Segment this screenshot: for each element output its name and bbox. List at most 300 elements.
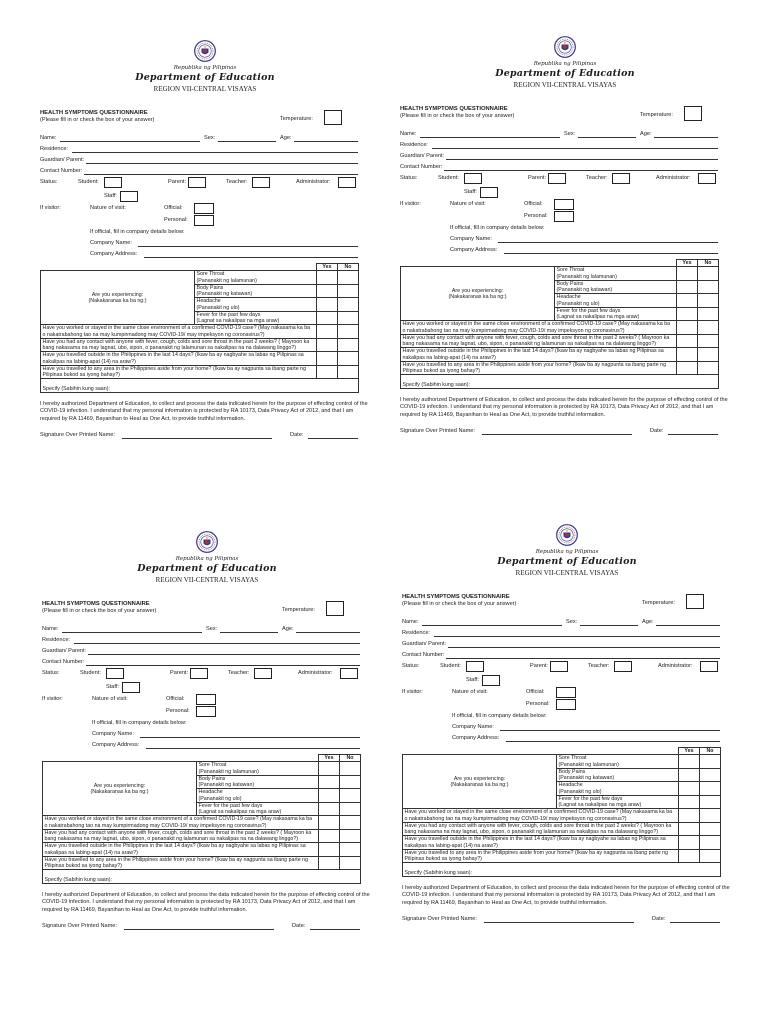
contact-field[interactable]	[446, 658, 720, 659]
if-visitor-label: If visitor:	[40, 205, 61, 211]
symptom-en: Headache	[196, 298, 221, 305]
teacher-label: Teacher:	[586, 175, 608, 181]
parent-checkbox[interactable]	[548, 173, 566, 184]
symptom-tl: (Pananakit ng ulo)	[196, 304, 240, 311]
personal-label: Personal:	[166, 708, 190, 714]
yes-checkbox[interactable]	[679, 849, 700, 863]
staff-label: Staff:	[104, 193, 117, 199]
student-label: Student:	[78, 179, 99, 185]
symptom-en: Sore Throat	[196, 271, 225, 278]
parent-label: Parent:	[170, 670, 189, 676]
symptom-en: Headache	[556, 294, 581, 301]
questionnaire-title: HEALTH SYMPTOMS QUESTIONNAIRE	[40, 110, 148, 116]
experiencing-sub: (Nakakaranas ka ba ng:)	[88, 297, 147, 304]
age-field[interactable]	[656, 625, 720, 626]
guardian-label: Guardian/ Parent:	[402, 641, 447, 647]
specify-cell[interactable]	[43, 870, 361, 884]
experiencing-cell	[43, 762, 197, 816]
symptom-cell	[557, 755, 679, 769]
status-label: Status:	[40, 179, 58, 185]
yes-checkbox[interactable]	[677, 334, 698, 348]
symptom-en: Headache	[198, 789, 223, 796]
guardian-field[interactable]	[88, 654, 360, 655]
date-field[interactable]	[670, 922, 720, 923]
symptom-en: Body Pains	[198, 775, 226, 782]
sex-field[interactable]	[220, 632, 278, 633]
yes-checkbox[interactable]	[317, 352, 338, 366]
personal-checkbox[interactable]	[556, 699, 576, 710]
symptoms-table	[402, 747, 721, 877]
staff-label: Staff:	[106, 684, 119, 690]
company-address-field[interactable]	[504, 253, 718, 254]
health-questionnaire-form	[402, 524, 732, 925]
yes-checkbox[interactable]	[317, 338, 338, 352]
question-cell: Have you travelled to any area in the Philippines aside from your home? (Ikaw ba ay nagpunta sa ibang parte ng Pilipinas bukod sa iyong bahay?)	[43, 856, 319, 870]
guardian-field[interactable]	[448, 647, 720, 648]
yes-checkbox[interactable]	[677, 348, 698, 362]
yes-checkbox[interactable]	[319, 829, 340, 843]
specify-cell[interactable]	[403, 863, 721, 877]
personal-label: Personal:	[524, 213, 548, 219]
yes-checkbox[interactable]	[679, 836, 700, 850]
symptom-cell	[555, 280, 677, 294]
question-cell: Have you travelled outside in the Philippines in the last 14 days? (Ikaw ba ay nagbyahe sa labas ng Pilipinas sa nakalipas na labing-apat (14) na araw?)	[401, 348, 677, 362]
date-field[interactable]	[310, 929, 360, 930]
parent-label: Parent:	[528, 175, 547, 181]
yes-checkbox[interactable]	[679, 795, 700, 809]
yes-checkbox[interactable]	[677, 267, 698, 281]
company-name-label: Company Name:	[452, 724, 494, 730]
symptom-tl: (Pananakit ng lalamunan)	[196, 277, 257, 284]
region-text: REGION VII-CENTRAL VISAYAS	[155, 576, 259, 584]
nature-of-visit-label: Nature of visit:	[92, 696, 128, 702]
questionnaire-title: HEALTH SYMPTOMS QUESTIONNAIRE	[400, 106, 508, 112]
symptom-tl: (Pananakit ng lalamunan)	[198, 768, 259, 775]
residence-label: Residence:	[42, 637, 70, 643]
guardian-field[interactable]	[446, 159, 718, 160]
name-label: Name:	[42, 626, 59, 632]
residence-field[interactable]	[434, 636, 720, 637]
symptom-tl: (Pananakit ng katawan)	[558, 775, 615, 781]
yes-checkbox[interactable]	[319, 816, 340, 830]
symptom-en: Body Pains	[558, 768, 586, 775]
symptom-en: Sore Throat	[558, 755, 587, 762]
status-label: Status:	[402, 663, 420, 669]
name-field[interactable]	[422, 625, 562, 626]
student-checkbox[interactable]	[106, 668, 124, 679]
symptom-cell	[557, 768, 679, 782]
no-header: No	[340, 755, 361, 762]
company-name-label: Company Name:	[92, 731, 134, 737]
no-checkbox[interactable]	[338, 284, 359, 298]
signature-field[interactable]	[122, 438, 272, 439]
nature-of-visit-label: Nature of visit:	[90, 205, 126, 211]
region-text: REGION VII-CENTRAL VISAYAS	[513, 81, 617, 89]
if-official-label: If official, fill in company details below:	[90, 229, 185, 235]
temperature-box[interactable]	[684, 106, 702, 121]
administrator-checkbox[interactable]	[700, 661, 718, 672]
question-cell: Have you had any contact with anyone with fever, cough, colds and sore throat in the past 2 weeks? ( Mayroon ka bang nakasama na may lagnat, ubo, sipon, o pananakit ng lalamunan sa nakalipas na na dalawang linggo?)	[401, 334, 677, 348]
name-field[interactable]	[420, 137, 560, 138]
no-checkbox[interactable]	[338, 365, 359, 379]
department-title: Department of Education	[497, 556, 637, 567]
parent-checkbox[interactable]	[190, 668, 208, 679]
no-checkbox[interactable]	[700, 755, 721, 769]
staff-label: Staff:	[466, 677, 479, 683]
residence-label: Residence:	[40, 146, 68, 152]
date-field[interactable]	[668, 434, 718, 435]
official-checkbox[interactable]	[554, 199, 574, 210]
yes-header: Yes	[679, 748, 700, 755]
guardian-label: Guardian/ Parent:	[42, 648, 87, 654]
yes-checkbox[interactable]	[679, 809, 700, 823]
yes-checkbox[interactable]	[677, 321, 698, 335]
symptom-en: Fever for the past few days	[558, 795, 623, 802]
administrator-checkbox[interactable]	[338, 177, 356, 188]
official-checkbox[interactable]	[556, 687, 576, 698]
age-field[interactable]	[654, 137, 718, 138]
yes-checkbox[interactable]	[679, 768, 700, 782]
yes-checkbox[interactable]	[677, 294, 698, 308]
residence-field[interactable]	[72, 152, 358, 153]
yes-checkbox[interactable]	[319, 762, 340, 776]
company-name-field[interactable]	[138, 246, 358, 247]
nature-of-visit-label: Nature of visit:	[450, 201, 486, 207]
parent-label: Parent:	[530, 663, 549, 669]
yes-checkbox[interactable]	[319, 856, 340, 870]
form-header	[402, 524, 732, 588]
no-checkbox[interactable]	[700, 849, 721, 863]
yes-checkbox[interactable]	[317, 271, 338, 285]
nature-of-visit-label: Nature of visit:	[452, 689, 488, 695]
contact-label: Contact Number:	[402, 652, 445, 658]
student-checkbox[interactable]	[464, 173, 482, 184]
sex-field[interactable]	[218, 141, 276, 142]
symptom-tl: (Pananakit ng katawan)	[198, 782, 255, 788]
date-label: Date:	[652, 915, 666, 922]
date-field[interactable]	[308, 438, 358, 439]
teacher-checkbox[interactable]	[612, 173, 630, 184]
yes-checkbox[interactable]	[317, 311, 338, 325]
yes-checkbox[interactable]	[677, 361, 698, 375]
no-checkbox[interactable]	[338, 271, 359, 285]
administrator-checkbox[interactable]	[340, 668, 358, 679]
no-checkbox[interactable]	[698, 334, 719, 348]
no-checkbox[interactable]	[340, 775, 361, 789]
symptom-en: Headache	[558, 782, 583, 789]
question-cell: Have you travelled to any area in the Philippines aside from your home? (Ikaw ba ay nagpunta sa ibang parte ng Pilipinas bukod sa iyong bahay?)	[403, 849, 679, 863]
symptom-tl: (Lagnat sa nakalipas na mga araw)	[558, 802, 642, 808]
staff-checkbox[interactable]	[480, 187, 498, 198]
staff-checkbox[interactable]	[482, 675, 500, 686]
yes-checkbox[interactable]	[319, 775, 340, 789]
form-header	[400, 36, 730, 100]
teacher-checkbox[interactable]	[254, 668, 272, 679]
sex-field[interactable]	[580, 625, 638, 626]
symptom-cell	[555, 267, 677, 281]
experiencing-cell	[403, 755, 557, 809]
contact-field[interactable]	[86, 665, 360, 666]
teacher-checkbox[interactable]	[252, 177, 270, 188]
no-checkbox[interactable]	[340, 856, 361, 870]
student-checkbox[interactable]	[466, 661, 484, 672]
symptom-cell	[197, 775, 319, 789]
symptom-cell	[197, 762, 319, 776]
name-field[interactable]	[62, 632, 202, 633]
yes-checkbox[interactable]	[317, 325, 338, 339]
no-checkbox[interactable]	[338, 325, 359, 339]
if-official-label: If official, fill in company details below:	[452, 713, 547, 719]
sex-label: Sex:	[204, 135, 216, 141]
region-text: REGION VII-CENTRAL VISAYAS	[515, 569, 619, 577]
yes-checkbox[interactable]	[319, 843, 340, 857]
question-cell: Have you travelled outside in the Philippines in the last 14 days? (Ikaw ba ay nagbyahe sa labas ng Pilipinas sa nakalipas na labing-apat (14) na araw?)	[43, 843, 319, 857]
symptom-en: Body Pains	[556, 280, 584, 287]
no-checkbox[interactable]	[698, 267, 719, 281]
age-label: Age:	[282, 626, 294, 632]
question-cell: Have you worked or stayed in the same close environment of a confirmed COVID-19 case? (May nakasama ka ba o nakatrabahong tao na may kumpirmadong may COVID-19/ may impeksyon ng coronavirus?)	[401, 321, 677, 335]
symptom-cell	[555, 294, 677, 308]
symptom-tl: (Lagnat sa nakalipas na mga araw)	[556, 314, 640, 320]
personal-checkbox[interactable]	[196, 706, 216, 717]
symptom-en: Sore Throat	[198, 762, 227, 769]
republic-text: Republika ng Pilipinas	[173, 65, 237, 71]
experiencing-sub: (Nakakaranas ka ba ng:)	[90, 788, 149, 795]
yes-checkbox[interactable]	[677, 307, 698, 321]
yes-checkbox[interactable]	[317, 298, 338, 312]
personal-label: Personal:	[526, 701, 550, 707]
guardian-label: Guardian/ Parent:	[40, 157, 85, 163]
guardian-label: Guardian/ Parent:	[400, 153, 445, 159]
company-address-label: Company Address:	[452, 735, 500, 741]
no-checkbox[interactable]	[340, 829, 361, 843]
no-header: No	[700, 748, 721, 755]
name-label: Name:	[402, 619, 419, 625]
no-checkbox[interactable]	[338, 298, 359, 312]
personal-checkbox[interactable]	[554, 211, 574, 222]
region-text: REGION VII-CENTRAL VISAYAS	[153, 85, 257, 93]
parent-label: Parent:	[168, 179, 187, 185]
personal-checkbox[interactable]	[194, 215, 214, 226]
status-label: Status:	[42, 670, 60, 676]
student-checkbox[interactable]	[104, 177, 122, 188]
no-checkbox[interactable]	[698, 348, 719, 362]
staff-checkbox[interactable]	[120, 191, 138, 202]
date-label: Date:	[290, 431, 304, 438]
contact-label: Contact Number:	[40, 168, 83, 174]
signature-field[interactable]	[482, 434, 632, 435]
no-checkbox[interactable]	[700, 782, 721, 796]
temperature-box[interactable]	[326, 601, 344, 616]
no-checkbox[interactable]	[700, 768, 721, 782]
contact-label: Contact Number:	[42, 659, 85, 665]
if-visitor-label: If visitor:	[400, 201, 421, 207]
staff-label: Staff:	[464, 189, 477, 195]
date-label: Date:	[292, 922, 306, 929]
temperature-label: Temperature:	[280, 116, 313, 122]
symptom-tl: (Pananakit ng ulo)	[556, 300, 600, 307]
no-checkbox[interactable]	[338, 338, 359, 352]
company-name-field[interactable]	[140, 737, 360, 738]
contact-field[interactable]	[84, 174, 358, 175]
yes-checkbox[interactable]	[679, 822, 700, 836]
temperature-box[interactable]	[324, 110, 342, 125]
yes-checkbox[interactable]	[677, 280, 698, 294]
administrator-label: Administrator:	[298, 670, 333, 676]
no-checkbox[interactable]	[700, 822, 721, 836]
symptom-tl: (Pananakit ng katawan)	[196, 291, 253, 297]
instruction-text: (Please fill in or check the box of your answer)	[42, 607, 157, 614]
official-checkbox[interactable]	[194, 203, 214, 214]
signature-label: Signature Over Printed Name:	[42, 922, 117, 929]
company-address-field[interactable]	[146, 748, 360, 749]
company-name-field[interactable]	[500, 730, 720, 731]
symptoms-table	[40, 263, 359, 393]
symptom-en: Sore Throat	[556, 267, 585, 274]
official-label: Official:	[164, 205, 183, 211]
question-cell: Have you worked or stayed in the same close environment of a confirmed COVID-19 case? (May nakasama ka ba o nakatrabahong tao na may kumpirmadong may COVID-19/ may impeksyon ng coronavirus?)	[403, 809, 679, 823]
yes-checkbox[interactable]	[319, 802, 340, 816]
status-label: Status:	[400, 175, 418, 181]
consent-text: I hereby authorized Department of Education, to collect and process the data indicated herein for the purpose of effecting control of the COVID-19 infection. I understand that my personal information is protected by RA 10173, Data Privacy Act of 2012, and that I am required by RA 11469, Bayanihan to Heal as One Act, to provide truthful information.	[42, 892, 370, 913]
if-official-label: If official, fill in company details below:	[92, 720, 187, 726]
student-label: Student:	[80, 670, 101, 676]
age-field[interactable]	[296, 632, 360, 633]
symptom-cell	[195, 311, 317, 325]
personal-label: Personal:	[164, 217, 188, 223]
health-questionnaire-form	[42, 531, 372, 932]
signature-field[interactable]	[124, 929, 274, 930]
no-header: No	[338, 264, 359, 271]
symptom-cell	[557, 782, 679, 796]
sex-field[interactable]	[578, 137, 636, 138]
date-label: Date:	[650, 427, 664, 434]
republic-text: Republika ng Pilipinas	[535, 549, 599, 555]
experiencing-label: Are you experiencing:	[453, 775, 506, 782]
teacher-checkbox[interactable]	[614, 661, 632, 672]
no-checkbox[interactable]	[698, 307, 719, 321]
symptom-en: Body Pains	[196, 284, 224, 291]
temperature-box[interactable]	[686, 594, 704, 609]
yes-checkbox[interactable]	[679, 782, 700, 796]
if-visitor-label: If visitor:	[42, 696, 63, 702]
symptom-en: Fever for the past few days	[198, 802, 263, 809]
guardian-field[interactable]	[86, 163, 358, 164]
student-label: Student:	[438, 175, 459, 181]
name-label: Name:	[400, 131, 417, 137]
republic-text: Republika ng Pilipinas	[533, 61, 597, 67]
symptoms-table	[42, 754, 361, 884]
official-checkbox[interactable]	[196, 694, 216, 705]
no-checkbox[interactable]	[340, 816, 361, 830]
yes-checkbox[interactable]	[317, 365, 338, 379]
official-label: Official:	[166, 696, 185, 702]
company-name-field[interactable]	[498, 242, 718, 243]
symptom-en: Fever for the past few days	[196, 311, 261, 318]
residence-field[interactable]	[74, 643, 360, 644]
residence-field[interactable]	[432, 148, 718, 149]
administrator-checkbox[interactable]	[698, 173, 716, 184]
if-official-label: If official, fill in company details below:	[450, 225, 545, 231]
administrator-label: Administrator:	[296, 179, 331, 185]
no-checkbox[interactable]	[340, 762, 361, 776]
symptom-cell	[555, 307, 677, 321]
no-checkbox[interactable]	[698, 294, 719, 308]
name-field[interactable]	[60, 141, 200, 142]
teacher-label: Teacher:	[588, 663, 610, 669]
contact-label: Contact Number:	[400, 164, 443, 170]
symptom-tl: (Pananakit ng katawan)	[556, 287, 613, 293]
company-address-field[interactable]	[506, 741, 720, 742]
specify-cell[interactable]	[41, 379, 359, 393]
parent-checkbox[interactable]	[188, 177, 206, 188]
company-address-label: Company Address:	[90, 251, 138, 257]
specify-cell[interactable]	[401, 375, 719, 389]
company-address-field[interactable]	[144, 257, 358, 258]
instruction-text: (Please fill in or check the box of your answer)	[40, 116, 155, 123]
yes-checkbox[interactable]	[319, 789, 340, 803]
no-checkbox[interactable]	[698, 361, 719, 375]
yes-checkbox[interactable]	[679, 755, 700, 769]
signature-label: Signature Over Printed Name:	[402, 915, 477, 922]
yes-checkbox[interactable]	[317, 284, 338, 298]
age-field[interactable]	[294, 141, 358, 142]
yes-header: Yes	[319, 755, 340, 762]
health-questionnaire-form	[40, 40, 370, 441]
deped-seal-icon	[556, 524, 578, 546]
question-cell: Have you worked or stayed in the same close environment of a confirmed COVID-19 case? (May nakasama ka ba o nakatrabahong tao na may kumpirmadong may COVID-19/ may impeksyon ng coronavirus?)	[41, 325, 317, 339]
symptom-en: Fever for the past few days	[556, 307, 621, 314]
experiencing-label: Are you experiencing:	[93, 782, 146, 789]
no-checkbox[interactable]	[700, 809, 721, 823]
symptom-cell	[557, 795, 679, 809]
department-title: Department of Education	[137, 563, 277, 574]
no-checkbox[interactable]	[700, 836, 721, 850]
no-checkbox[interactable]	[340, 802, 361, 816]
no-checkbox[interactable]	[698, 321, 719, 335]
symptom-cell	[195, 284, 317, 298]
symptom-cell	[195, 298, 317, 312]
parent-checkbox[interactable]	[550, 661, 568, 672]
symptom-tl: (Pananakit ng lalamunan)	[556, 273, 617, 280]
form-header	[42, 531, 372, 595]
department-title: Department of Education	[135, 72, 275, 83]
no-checkbox[interactable]	[338, 311, 359, 325]
specify-label: Specify (Sabihin kung saan):	[42, 386, 110, 392]
symptom-tl: (Pananakit ng lalamunan)	[558, 761, 619, 768]
no-checkbox[interactable]	[340, 843, 361, 857]
consent-text: I hereby authorized Department of Education, to collect and process the data indicated herein for the purpose of effecting control of the COVID-19 infection. I understand that my personal information is protected by RA 10173, Data Privacy Act of 2012, and that I am required by RA 11469, Bayanihan to Heal as One Act, to provide truthful information.	[402, 885, 730, 906]
staff-checkbox[interactable]	[122, 682, 140, 693]
sex-label: Sex:	[206, 626, 218, 632]
signature-field[interactable]	[484, 922, 634, 923]
experiencing-cell	[41, 271, 195, 325]
no-checkbox[interactable]	[338, 352, 359, 366]
no-checkbox[interactable]	[698, 280, 719, 294]
questionnaire-title: HEALTH SYMPTOMS QUESTIONNAIRE	[402, 594, 510, 600]
if-visitor-label: If visitor:	[402, 689, 423, 695]
republic-text: Republika ng Pilipinas	[175, 556, 239, 562]
question-cell: Have you travelled outside in the Philippines in the last 14 days? (Ikaw ba ay nagbyahe sa labas ng Pilipinas sa nakalipas na labing-apat (14) na araw?)	[41, 352, 317, 366]
contact-field[interactable]	[444, 170, 718, 171]
health-questionnaire-form	[400, 36, 730, 437]
no-checkbox[interactable]	[340, 789, 361, 803]
symptom-cell	[195, 271, 317, 285]
company-address-label: Company Address:	[92, 742, 140, 748]
experiencing-label: Are you experiencing:	[91, 291, 144, 298]
temperature-label: Temperature:	[282, 607, 315, 613]
no-checkbox[interactable]	[700, 795, 721, 809]
